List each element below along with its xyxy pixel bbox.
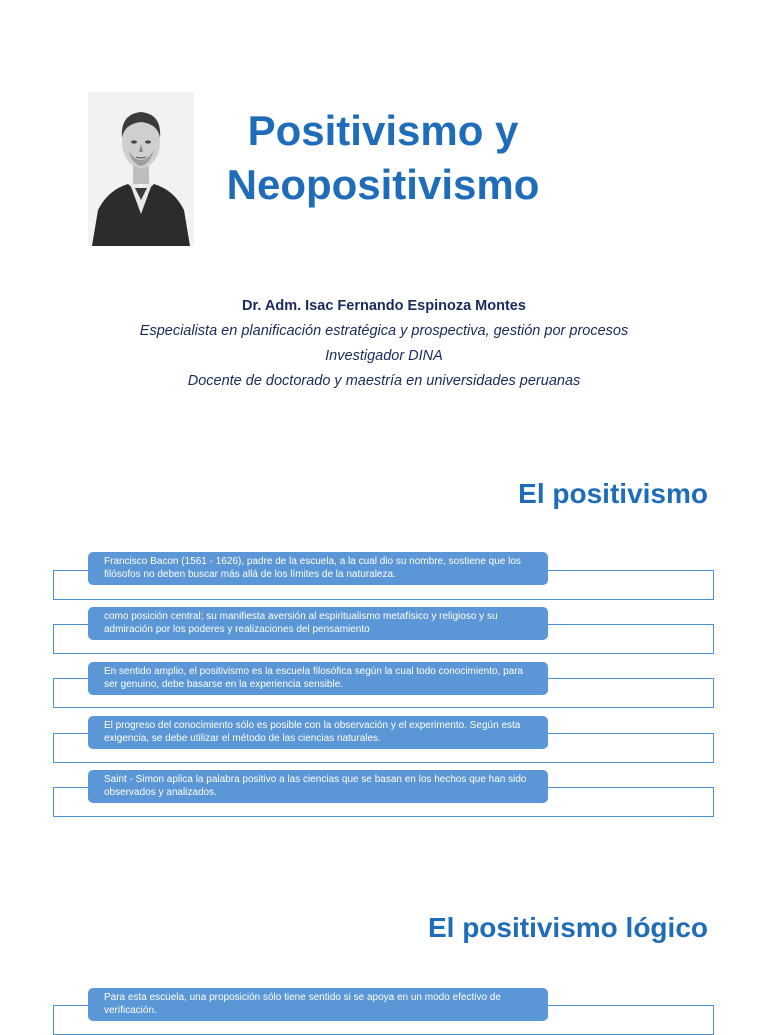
portrait-image [88,92,194,246]
presentation-title [200,104,566,212]
author-role-3: Docente de doctorado y maestría en universidades peruanas [187,373,581,389]
author-block [0,294,768,394]
author-role-2: Investigador DINA [325,348,443,364]
author-name: Dr. Adm. Isac Fernando Espinoza Montes [242,298,526,314]
portrait-engraving-icon [88,92,194,246]
title-line-2: Neopositivismo [226,161,540,208]
list-item-box: En sentido amplio, el positivismo es la escuela filosófica según la cual todo conocimiento, para ser genuino, debe basarse en la experiencia sensible. [88,662,548,695]
list-item-box: El progreso del conocimiento sólo es posible con la observación y el experimento. Según esta exigencia, se debe utilizar el método de las ciencias naturales. [88,716,548,749]
list-item-box: como posición central; su manifiesta aversión al espiritualismo metafísico y religioso y su admiración por los poderes y realizaciones del pensamiento [88,607,548,640]
section-heading-positivismo-logico: El positivismo lógico [427,912,708,943]
list-item-box: Saint - Simon aplica la palabra positivo a las ciencias que se basan en los hechos que han sido observados y analizados. [88,770,548,803]
list-item-box: Francisco Bacon (1561 - 1626), padre de la escuela, a la cual dio su nombre, sostiene que los filósofos no deben buscar más allá de los límites de la naturaleza. [88,552,548,585]
author-role-1: Especialista en planificación estratégica y prospectiva, gestión por procesos [139,323,629,339]
list-item-box: Para esta escuela, una proposición sólo tiene sentido si se apoya en un modo efectivo de verificación. [88,988,548,1021]
title-line-1: Positivismo y [247,107,519,154]
section-heading-positivismo: El positivismo [518,478,708,509]
